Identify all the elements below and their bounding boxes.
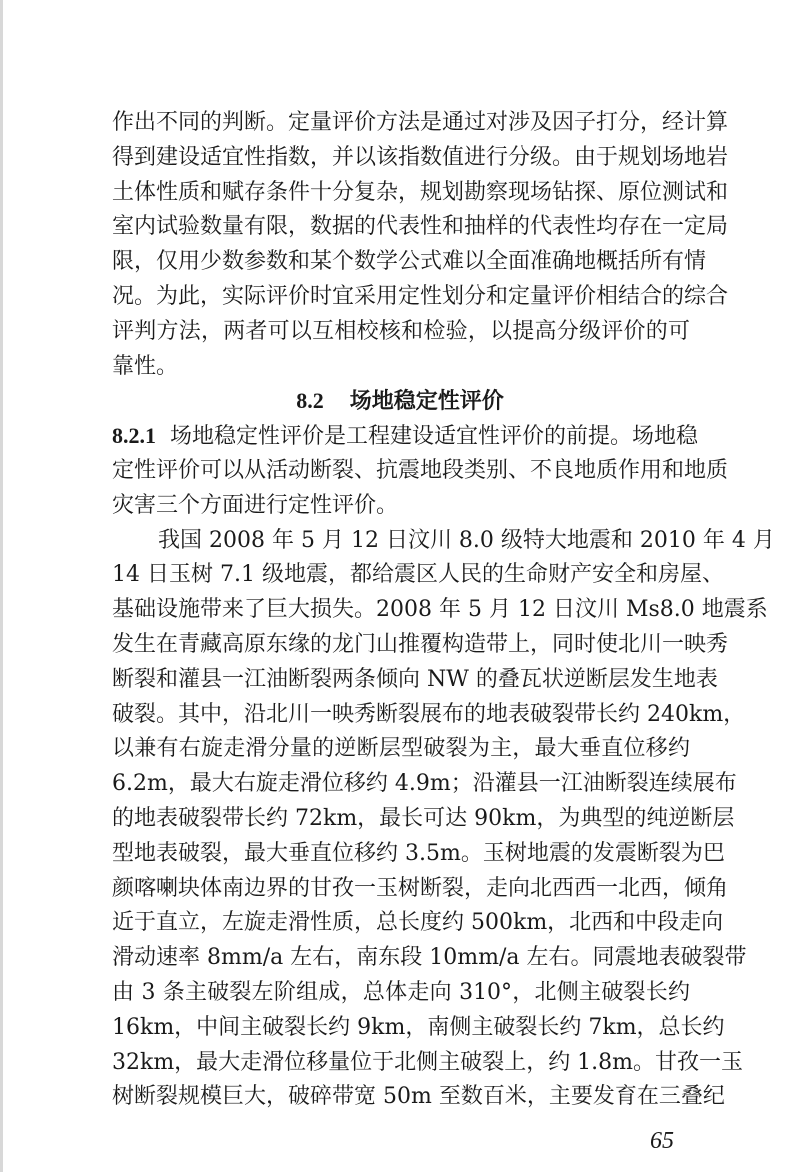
text-line: 基础设施带来了巨大损失。2008 年 5 月 12 日汶川 Ms8.0 地震系: [112, 597, 768, 623]
text-line: 14 日玉树 7.1 级地震，都给震区人民的生命财产安全和房屋、: [112, 562, 724, 588]
text-line: 我国 2008 年 5 月 12 日汶川 8.0 级特大地震和 2010 年 4 月: [158, 527, 775, 553]
text-line: 限，仅用少数参数和某个数学公式难以全面准确地概括所有情: [112, 249, 707, 275]
text-line: 16km，中间主破裂长约 9km，南侧主破裂长约 7km，总长约: [112, 1014, 725, 1040]
text-line: 作出不同的判断。定量评价方法是通过对涉及因子打分，经计算: [112, 110, 729, 135]
text-line: [112, 419, 699, 453]
text-line: 发生在青藏高原东缘的龙门山推覆构造带上，同时使北川一映秀: [112, 632, 729, 657]
text-line: 土体性质和赋存条件十分复杂，规划勘察现场钻探、原位测试和: [112, 179, 729, 205]
text-line: 破裂。其中，沿北川一映秀断裂展布的地表破裂带长约 240km，: [112, 701, 746, 727]
text-line: 32km，最大走滑位移量位于北侧主破裂上，约 1.8m。甘孜一玉: [112, 1049, 744, 1075]
text-line: 树断裂规模巨大，破碎带宽 50m 至数百米，主要发育在三叠纪: [112, 1084, 725, 1110]
text-line: 靠性。: [112, 353, 179, 379]
text-line: 6.2m，最大右旋走滑位移约 4.9m；沿灌县一江油断裂连续展布: [112, 771, 737, 797]
section-number: 8.2: [296, 388, 324, 414]
text-line: 型地表破裂，最大垂直位移约 3.5m。玉树地震的发震断裂为巴: [112, 840, 725, 866]
scan-edge: [0, 0, 3, 1172]
text-line: 滑动速率 8mm/a 左右，南东段 10mm/a 左右。同震地表破裂带: [112, 945, 747, 971]
text-line: 灾害三个方面进行定性评价。: [112, 492, 399, 518]
clause-number: 8.2.1: [112, 423, 156, 449]
text-line: 室内试验数量有限，数据的代表性和抽样的代表性均存在一定局: [112, 214, 729, 240]
text-line: 评判方法，两者可以互相校核和检验，以提高分级评价的可: [112, 318, 690, 344]
section-title: 场地稳定性评价: [349, 389, 504, 415]
text-line: 近于直立，左旋走滑性质，总长度约 500km，北西和中段走向: [112, 910, 724, 936]
text-line: 的地表破裂带长约 72km，最长可达 90km，为典型的纯逆断层: [112, 806, 735, 831]
text-line: 以兼有右旋走滑分量的逆断层型破裂为主，最大垂直位移约: [112, 736, 690, 762]
page-number: 65: [650, 1128, 674, 1154]
text-line: 况。为此，实际评价时宜采用定性划分和定量评价相结合的综合: [112, 284, 729, 309]
text-line: 断裂和灌县一江油断裂两条倾向 NW 的叠瓦状逆断层发生地表: [112, 666, 718, 692]
text-line: 颜喀喇块体南边界的甘孜一玉树断裂，走向北西西一北西，倾角: [112, 875, 729, 901]
text-line: 由 3 条主破裂左阶组成，总体走向 310°，北侧主破裂长约: [112, 980, 690, 1005]
text-line: 得到建设适宜性指数，并以该指数值进行分级。由于规划场地岩: [112, 144, 729, 170]
text-line: 定性评价可以从活动断裂、抗震地段类别、不良地质作用和地质: [112, 458, 729, 483]
section-heading: [0, 384, 800, 418]
clause-text: 场地稳定性评价是工程建设适宜性评价的前提。场地稳: [170, 424, 699, 450]
